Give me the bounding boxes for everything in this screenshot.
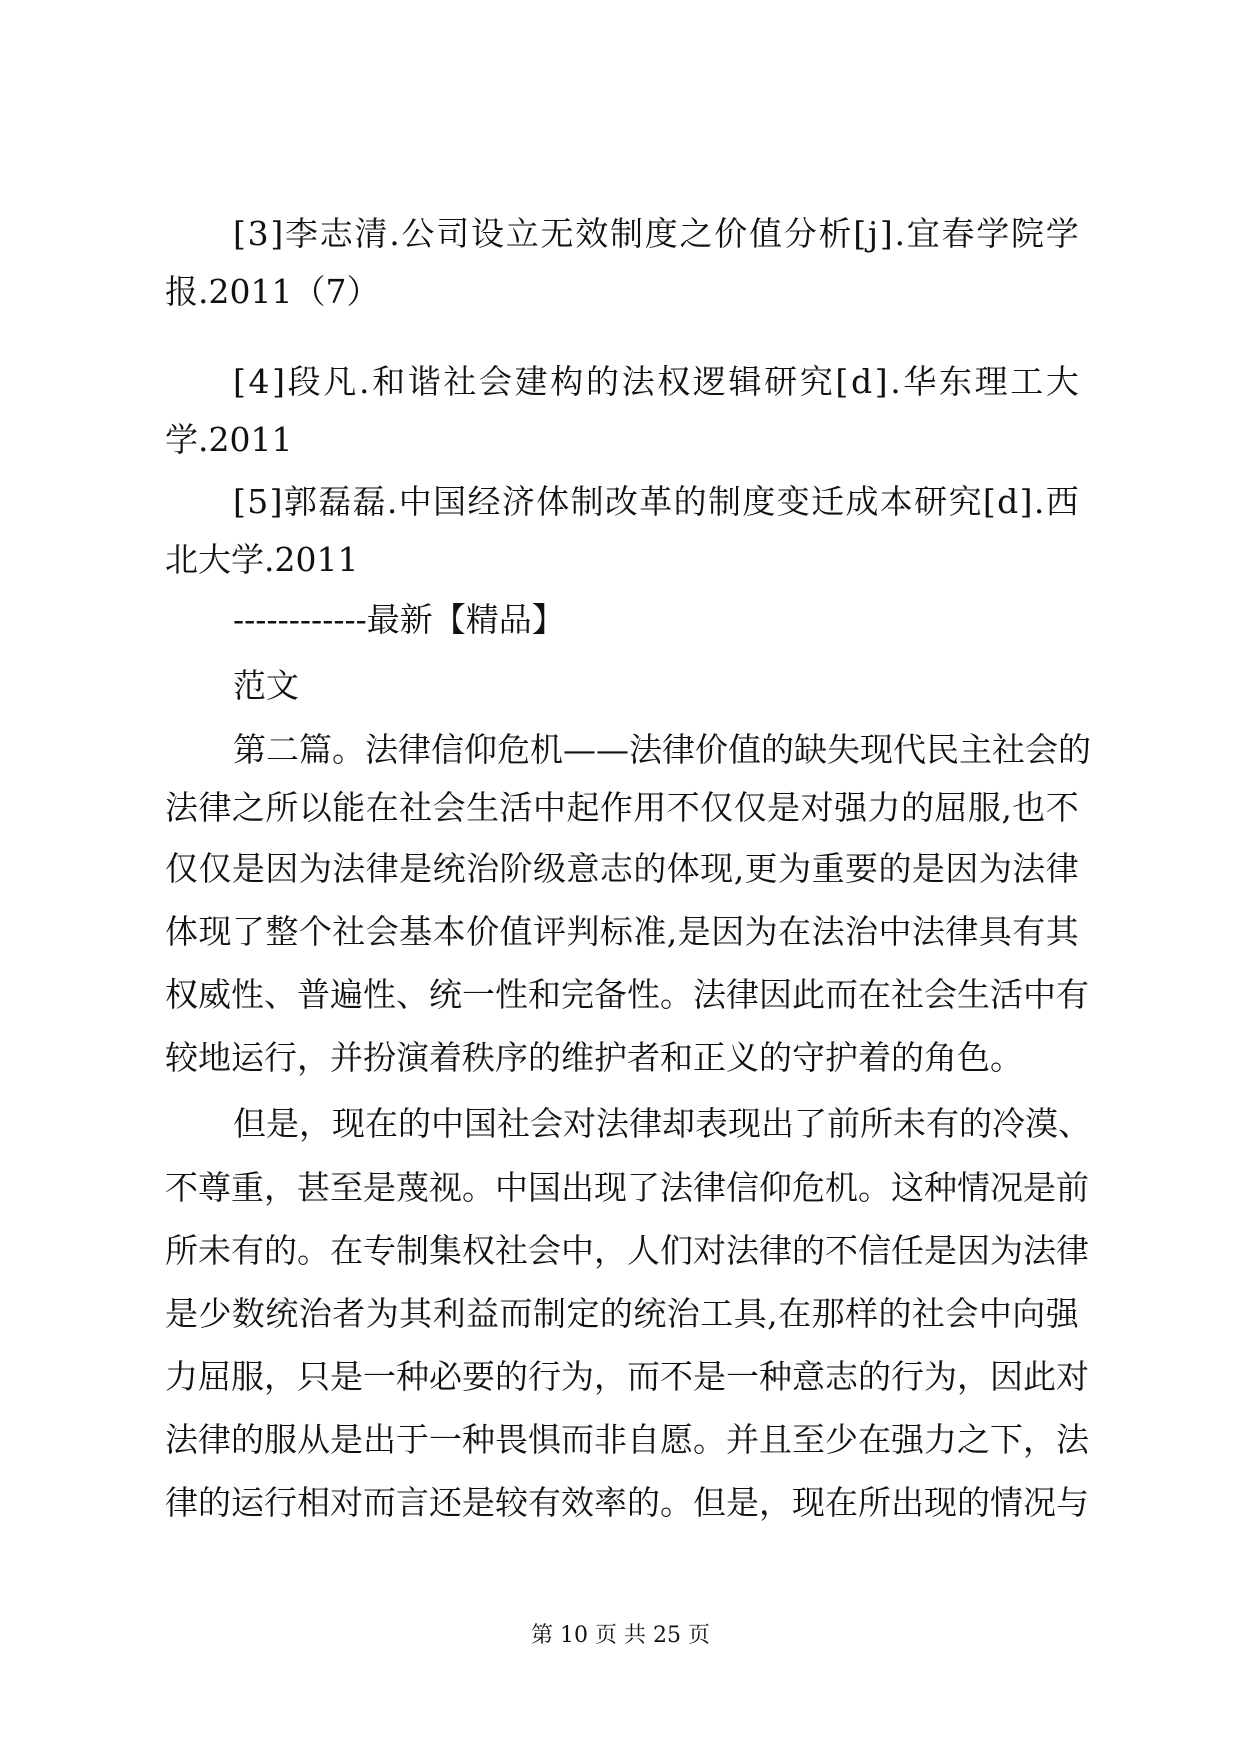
text-line: 法 律 的 服 从 是 出 于 一 种 畏 惧 而 非 自 愿 。 并 且 至 少 在 强 力 之 下 ， 法 <box>165 1420 1089 1459</box>
separator-line: ------------最新【精品】 <box>233 600 565 639</box>
text-line: [ 3 ] 李 志 清 . 公 司 设 立 无 效 制 度 之 价 值 分 析 [ j ] . 宜 春 学 院 学 <box>233 214 1079 253</box>
text-line: 力 屈 服 ， 只 是 一 种 必 要 的 行 为 ， 而 不 是 一 种 意 志 的 行 为 ， 因 此 对 <box>165 1357 1089 1396</box>
text-line: 所 未 有 的 。 在 专 制 集 权 社 会 中 ， 人 们 对 法 律 的 不 信 任 是 因 为 法 律 <box>165 1231 1089 1270</box>
text-line: 是 少 数 统 治 者 为 其 利 益 而 制 定 的 统 治 工 具 , 在 那 样 的 社 会 中 向 强 <box>165 1294 1079 1333</box>
text-line: [ 5 ] 郭 磊 磊 . 中 国 经 济 体 制 改 革 的 制 度 变 迁 成 本 研 究 [ d ] . 西 <box>233 482 1079 521</box>
text-line: 仅 仅 是 因 为 法 律 是 统 治 阶 级 意 志 的 体 现 , 更 为 重 要 的 是 因 为 法 律 <box>165 849 1079 888</box>
text-line: 法 律 之 所 以 能 在 社 会 生 活 中 起 作 用 不 仅 仅 是 对 强 力 的 屈 服 , 也 不 <box>165 788 1079 827</box>
text-line: 北大学.2011 <box>165 540 359 579</box>
section-heading-line: 第 二 篇 。 法 律 信 仰 危 机 — — 法 律 价 值 的 缺 失 现 代 民 主 社 会 的 <box>233 730 1091 769</box>
text-line: 学.2011 <box>165 420 293 459</box>
text-line: 律 的 运 行 相 对 而 言 还 是 较 有 效 率 的 。 但 是 ， 现 在 所 出 现 的 情 况 与 <box>165 1483 1089 1522</box>
page-number-label: 第 10 页 共 25 页 <box>531 1623 710 1648</box>
text-line: 较地运行，并扮演着秩序的维护者和正义的守护着的角色。 <box>165 1038 1023 1077</box>
text-line: 权 威 性 、 普 遍 性 、 统 一 性 和 完 备 性 。 法 律 因 此 而 在 社 会 生 活 中 有 <box>165 975 1089 1014</box>
text-line: 不 尊 重 ， 甚 至 是 蔑 视 。 中 国 出 现 了 法 律 信 仰 危 机 。 这 种 情 况 是 前 <box>165 1168 1089 1207</box>
text-line: 体 现 了 整 个 社 会 基 本 价 值 评 判 标 准 , 是 因 为 在 法 治 中 法 律 具 有 其 <box>165 912 1079 951</box>
text-line: 范文 <box>233 666 299 705</box>
text-line: 但 是 ， 现 在 的 中 国 社 会 对 法 律 却 表 现 出 了 前 所 未 有 的 冷 漠 、 <box>233 1104 1091 1143</box>
text-line: [ 4 ] 段 凡 . 和 谐 社 会 建 构 的 法 权 逻 辑 研 究 [ d ] . 华 东 理 工 大 <box>233 362 1079 401</box>
text-line: 报.2011（7） <box>165 272 380 311</box>
page-footer <box>0 1621 1241 1651</box>
